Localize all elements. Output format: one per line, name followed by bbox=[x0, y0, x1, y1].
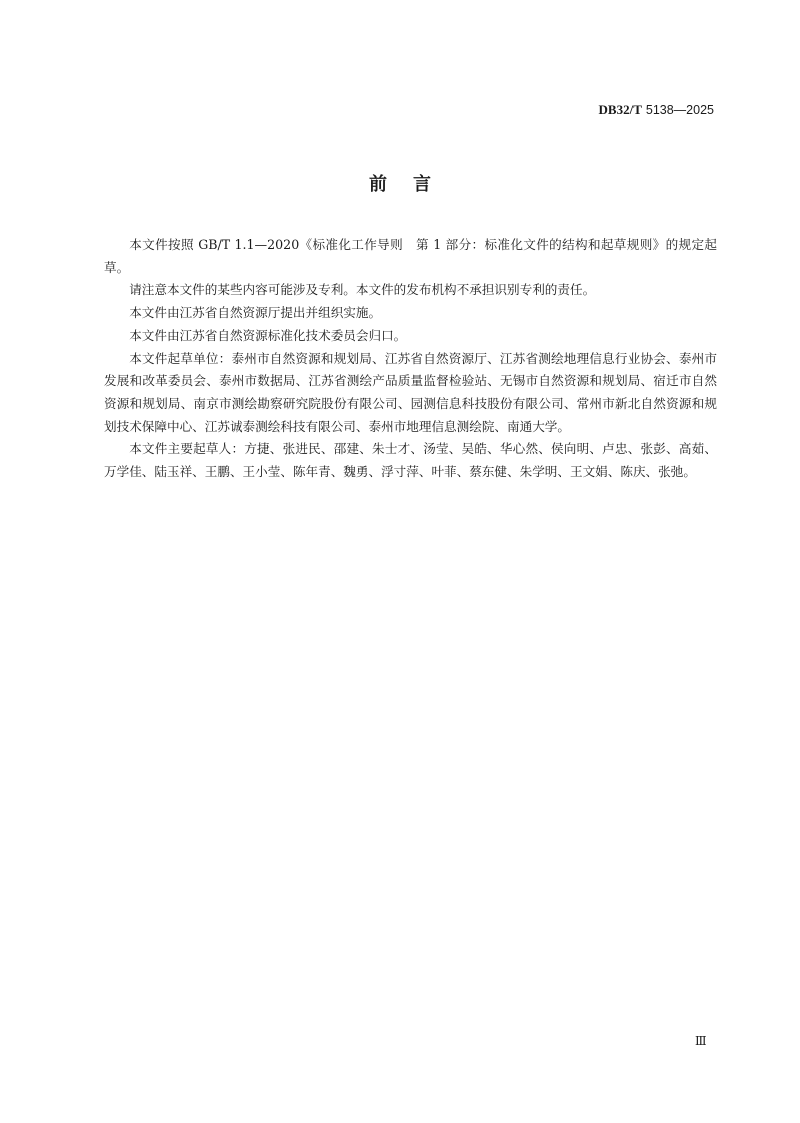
paragraph-drafters: 本文件主要起草人：方捷、张进民、邵建、朱士才、汤莹、吴皓、华心然、侯向明、卢忠、张彭、高茹、万学佳、陆玉祥、王鹏、王小莹、陈年青、魏勇、浮寸萍、叶菲、蔡东健、朱学明、王文娟、陈庆、张弛。 bbox=[104, 441, 717, 480]
document-code-number: 5138—2025 bbox=[645, 103, 714, 117]
paragraph-proposer: 本文件由江苏省自然资源厅提出并组织实施。 bbox=[129, 305, 382, 321]
document-code-prefix: DB32/T bbox=[598, 102, 642, 117]
foreword-body bbox=[104, 234, 717, 484]
paragraph-drafting-rules: 本文件按照 GB/T 1.1—2020《标准化工作导则 第 1 部分：标准化文件的结构和起草规则》的规定起草。 bbox=[104, 237, 717, 275]
document-code bbox=[599, 102, 714, 118]
paragraph-drafting-units: 本文件起草单位：泰州市自然资源和规划局、江苏省自然资源厅、江苏省测绘地理信息行业协会、泰州市发展和改革委员会、泰州市数据局、江苏省测绘产品质量监督检验站、无锡市自然资源和规划局、宿迁市自然资源和规划局、南京市测绘勘察研究院股份有限公司、园测信息科技股份有限公司、常州市新北自然资源和规划技术保障中心、江苏诚泰测绘科技有限公司、泰州市地理信息测绘院、南通大学。 bbox=[104, 350, 717, 434]
page-title: 前言 bbox=[369, 174, 457, 195]
paragraph-centralized-by: 本文件由江苏省自然资源标准化技术委员会归口。 bbox=[129, 327, 407, 343]
paragraph-patent-notice: 请注意本文件的某些内容可能涉及专利。本文件的发布机构不承担识别专利的责任。 bbox=[129, 282, 596, 298]
page-number: Ⅲ bbox=[695, 1034, 707, 1048]
